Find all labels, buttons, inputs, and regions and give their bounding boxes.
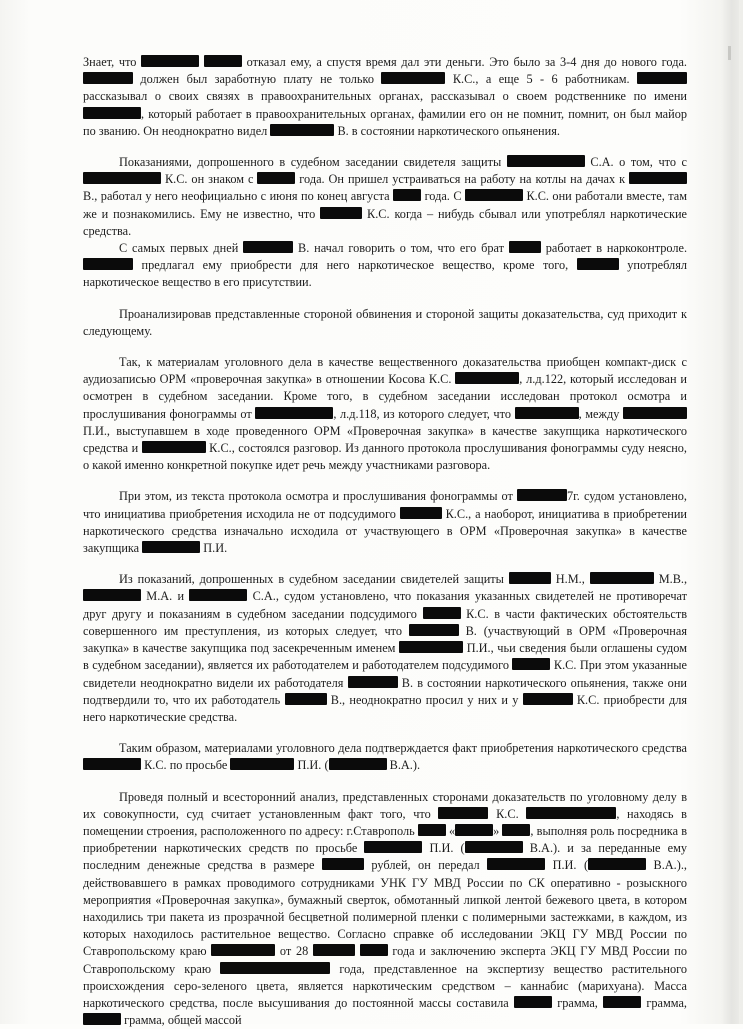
redaction	[465, 189, 523, 201]
redaction	[255, 407, 333, 419]
redaction	[381, 72, 445, 84]
paragraph-2: Показаниями, допрошенного в судебном заседании свидетеля защиты С.А. о том, что с К.С. он знаком с года. Он пришел устраиваться на работу на котлы на дачах к В., работал у него неофициально с июня по конец августа года. С К.С. они работали вместе, там же и познакомились. Ему не известно, что К.С. когда – нибудь сбывал или употреблял наркотические средства.	[83, 155, 688, 238]
redaction	[211, 944, 275, 956]
redaction	[577, 258, 619, 270]
redaction	[455, 372, 519, 384]
redaction	[322, 858, 364, 870]
redaction	[230, 758, 294, 770]
redaction	[400, 507, 442, 519]
redaction	[507, 155, 585, 167]
redaction	[502, 824, 530, 836]
redaction	[348, 676, 398, 688]
redaction	[526, 807, 616, 819]
redaction	[418, 824, 446, 836]
redaction	[512, 658, 550, 670]
page-fold-shadow	[721, 0, 739, 1024]
redaction	[399, 641, 463, 653]
redaction	[629, 172, 687, 184]
redaction	[220, 962, 330, 974]
paragraph-1: Знает, что отказал ему, а спустя время дал эти деньги. Это было за 3-4 дня до нового года. должен был заработную плату не только К.С., а еще 5 - 6 работникам. рассказывал о своих связях в правоохранительных органах, рассказывал о своем родственнике по имени , который работает в правоохранительных органах, фамилии его он не помнит, помнит, он был майор по званию. Он неоднократно видел В. в состоянии наркотического опьянения.	[83, 55, 687, 138]
paragraph-5: Так, к материалам уголовного дела в качестве вещественного доказательства приобщен компакт-диск с аудиозаписью ОРМ «проверочная закупка» в отношении Косова К.С. , л.д.122, который исследован и осмотрен в судебном заседании. Кроме того, в судебном заседании исследован протокол осмотра и прослушивания фонограммы от , л.д.118, из которого следует, что , между П.И., выступавшем в ходе проведенного ОРМ «Проверочная закупка» в качестве закупщика наркотического средства и К.С., состоялся разговор. Из данного протокола прослушивания фонограммы суду неясно, о какой именно конкретной покупке идет речь между участниками разговора.	[83, 355, 688, 473]
redaction	[83, 258, 133, 270]
redaction	[189, 589, 247, 601]
paragraph-3: С самых первых дней В. начал говорить о том, что его брат работает в наркоконтроле. предлагал ему приобрести для него наркотическое вещество, кроме того, употреблял наркотическое вещество в его присутствии.	[83, 241, 688, 290]
redaction	[509, 241, 541, 253]
redaction	[514, 996, 552, 1008]
redaction	[83, 172, 161, 184]
scan-mark	[728, 46, 731, 60]
redaction	[465, 841, 523, 853]
redaction	[313, 944, 355, 956]
redaction	[523, 693, 573, 705]
paragraph-4: Проанализировав представленные стороной обвинения и стороной защиты доказательства, суд приходит к следующему.	[83, 306, 687, 338]
redaction	[588, 858, 646, 870]
paragraph-6: При этом, из текста протокола осмотра и прослушивания фонограммы от 7г. судом установлено, что инициатива приобретения исходила не от подсудимого К.С., а наоборот, инициатива в приобретении наркотического средства изначально исходила от участвующего в ОРМ «Проверочная закупка» в качестве закупщика П.И.	[83, 489, 687, 556]
redaction	[590, 572, 654, 584]
redaction	[83, 107, 141, 119]
redaction	[409, 624, 459, 636]
redaction	[423, 607, 461, 619]
redaction	[623, 407, 687, 419]
redaction	[243, 241, 293, 253]
redaction	[204, 55, 242, 67]
redaction	[393, 189, 421, 201]
redaction	[517, 489, 567, 501]
paragraph-9: Проведя полный и всесторонний анализ, представленных сторонами доказательств по уголовному делу в их совокупности, суд считает установленным факт того, что К.С. , находясь в помещении строения, расположенного по адресу: г.Ставрополь « » , выполняя роль посредника в приобретении наркотических средств по просьбе П.И. ( В.А.). и за переданные ему последним денежные средства в размере рублей, он передал П.И. ( В.А.)., действовавшего в рамках проводимого сотрудниками УНК ГУ МВД России по СК оперативно - розыскного мероприятия «Проверочная закупка», бумажный сверток, обмотанный липкой лентой бежевого цвета, в котором находились три пакета из прозрачной бесцветной полимерной пленки с полимерными застежками, в каждом, из которых находилось растительное вещество. Согласно справке об исследовании ЭКЦ ГУ МВД России по Ставропольскому краю от 28 года и заключению эксперта ЭКЦ ГУ МВД России по Ставропольскому краю года, представленное на экспертизу вещество растительного происхождения серо-зеленого цвета, является наркотическим средством – каннабис (марихуана). Масса наркотического средства, после высушивания до постоянной массы составила грамма, грамма, грамма, общей массой	[83, 789, 688, 1028]
paragraph-8: Таким образом, материалами уголовного дела подтверждается факт приобретения наркотического средства К.С. по просьбе П.И. ( В.А.).	[83, 740, 687, 774]
redaction	[320, 207, 362, 219]
redaction	[141, 55, 199, 67]
paragraph-7: Из показаний, допрошенных в судебном заседании свидетелей защиты Н.М., М.В., М.А. и С.А., судом установлено, что показания указанных свидетелей не противоречат друг другу и показаниям в судебном заседании подсудимого К.С. в части фактических обстоятельств совершенного им преступления, из которых следует, что В. (участвующий в ОРМ «Проверочная закупка» в качестве закупщика под засекреченным именем П.И., чьи сведения были оглашены судом в судебном заседании), является их работодателем и работодателем подсудимого К.С. При этом указанные свидетели неоднократно видели их работодателя В. в состоянии наркотического опьянения, также они подтвердили то, что их работодатель В., неоднократно просил у них и у К.С. приобрести для него наркотические средства.	[83, 572, 688, 724]
redaction	[438, 807, 488, 819]
redaction	[83, 1013, 121, 1025]
redaction	[637, 72, 687, 84]
redaction	[360, 944, 388, 956]
redaction	[455, 824, 493, 836]
redaction	[270, 124, 334, 136]
redaction	[285, 693, 327, 705]
redaction	[142, 441, 206, 453]
redaction	[603, 996, 641, 1008]
redaction	[509, 572, 551, 584]
redaction	[83, 589, 141, 601]
redaction	[364, 841, 422, 853]
redaction	[515, 407, 579, 419]
redaction	[329, 758, 387, 770]
document-body	[83, 54, 687, 1029]
redaction	[83, 72, 133, 84]
redaction	[487, 858, 545, 870]
redaction	[142, 541, 200, 553]
redaction	[83, 758, 141, 770]
redaction	[257, 172, 295, 184]
